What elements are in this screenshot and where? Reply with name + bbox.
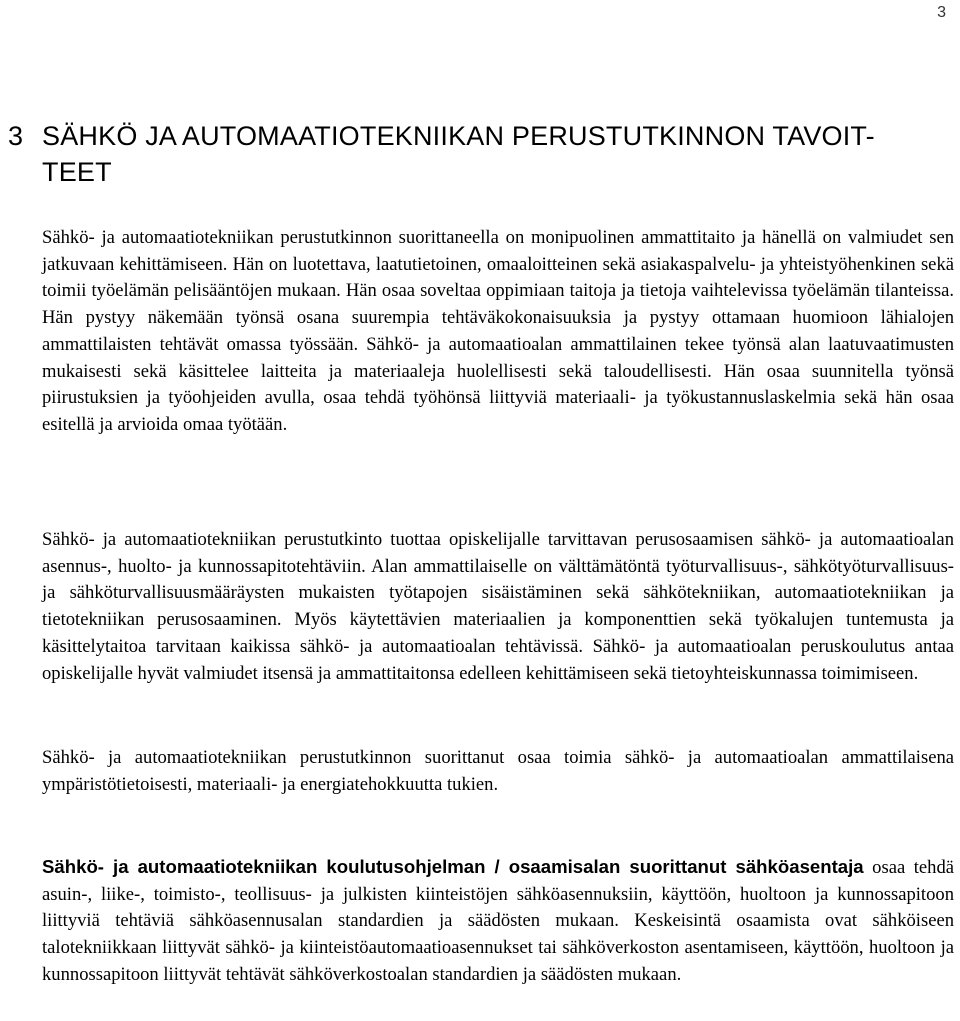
paragraph-electrician xyxy=(42,854,954,989)
page-number: 3 xyxy=(937,4,946,21)
paragraph-environment: Sähkö- ja automaatiotekniikan perustutkinnon suorittanut osaa toimia sähkö- ja automaatioalan ammattilaisena ympäristötietoisesti, materiaali- ja energiatehokkuutta tukien. xyxy=(42,747,954,795)
section-number: 3 xyxy=(8,121,24,151)
paragraph-basic-skills: Sähkö- ja automaatiotekniikan perustutkinto tuottaa opiskelijalle tarvittavan perusosaamisen sähkö- ja automaatioalan asennus-, huolto- ja kunnossapitotehtäviin. Alan ammattilaiselle on välttämätöntä työturvallisuus-, sähkötyöturvallisuus- ja sähköturvallisuusmääräysten mukaisten työtapojen sisäistäminen sekä sähkötekniikan, automaatiotekniikan ja tietotekniikan perusosaaminen. Myös käytettävien materiaalien ja komponenttien sekä työkalujen tuntemusta ja käsittelytaitoa tarvitaan kaikissa sähkö- ja automaatioalan tehtävissä. Sähkö- ja automaatioalan peruskoulutus antaa opiskelijalle hyvät valmiudet itsensä ja ammattitaitonsa edelleen kehittämiseen sekä tietoyhteiskunnassa toimimiseen. xyxy=(42,529,954,684)
paragraph-competence: Sähkö- ja automaatiotekniikan perustutkinnon suorittaneella on monipuolinen ammattitaito ja hänellä on valmiudet sen jatkuvaan kehittämiseen. Hän on luotettava, laatutietoinen, omaaloitteinen sekä asiakaspalvelu- ja yhteistyöhenkinen sekä toimii työelämän pelisääntöjen mukaan. Hän osaa soveltaa oppimiaan taitoja ja tietoja vaihtelevissa työelämän tilanteissa. Hän pystyy näkemään työnsä osana suurempia tehtäväkokonaisuuksia ja pystyy ottamaan huomioon lähialojen ammattilaisten tehtävät omassa työssään. Sähkö- ja automaatioalan ammattilainen tekee työnsä alan laatuvaatimusten mukaisesti sekä käsittelee laitteita ja materiaaleja huolellisesti sekä taloudellisesti. Hän osaa suunnitella työnsä piirustuksien ja työohjeiden avulla, osaa tehdä työhönsä liittyviä materiaali- ja työkustannuslaskelmia sekä hän osaa esitellä ja arvioida omaa työtään. xyxy=(42,227,954,435)
section-title-line1: SÄHKÖ JA AUTOMAATIOTEKNIIKAN PERUSTUTKINNON TAVOIT- xyxy=(42,121,875,151)
section-heading xyxy=(8,118,948,190)
section-title-line2: TEET xyxy=(42,157,112,187)
electrician-bold-lead: Sähkö- ja automaatiotekniikan koulutusohjelman / osaamisalan suorittanut sähköasentaja xyxy=(42,856,864,877)
electrician-text: osaa tehdä asuin-, liike-, toimisto-, teollisuus- ja julkisten kiinteistöjen sähköasennuksiin, käyttöön, huoltoon ja kunnossapitoon liittyviä tehtäviä sähköasennusalan standardien ja säädösten mukaan. Keskeisintä osaamista ovat sähköiseen talotekniikkaan liittyvät sähkö- ja kiinteistöautomaatioasennukset tai sähköverkoston asentamiseen, käyttöön, huoltoon ja kunnossapitoon liittyvät tehtävät sähköverkostoalan standardien ja säädösten mukaan. xyxy=(42,857,954,985)
